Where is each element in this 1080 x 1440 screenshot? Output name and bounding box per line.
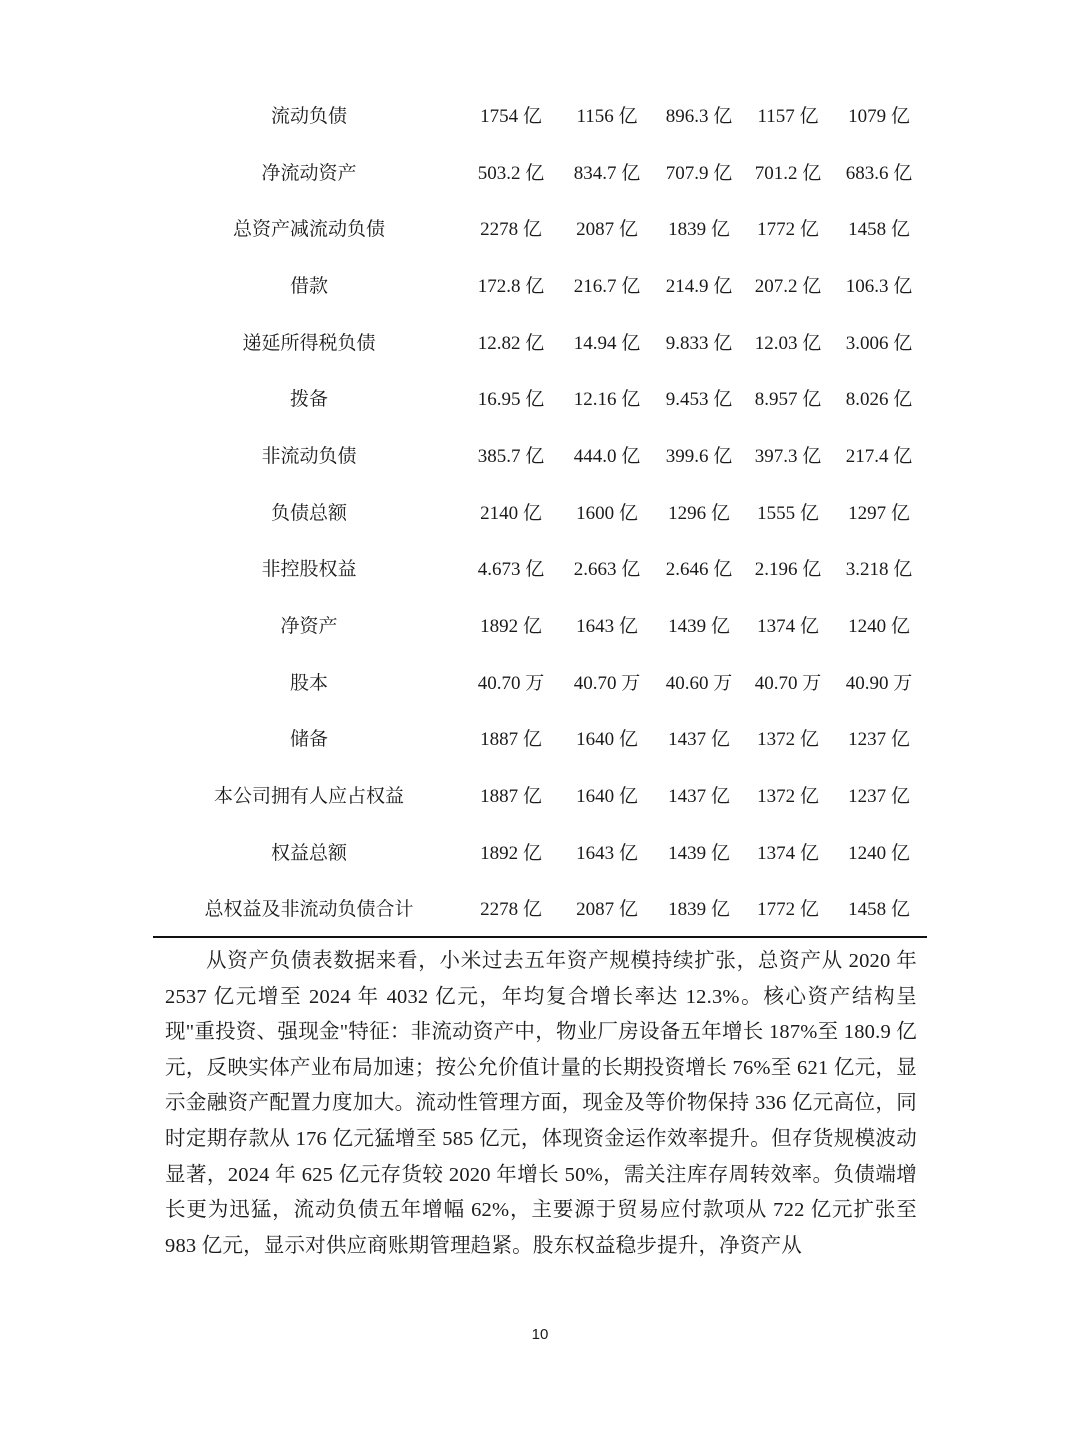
table-cell: 14.94 亿 (573, 332, 641, 354)
table-cell: 1156 亿 (576, 105, 638, 127)
table-cell: 1600 亿 (576, 502, 638, 524)
table-cell: 8.026 亿 (845, 389, 913, 411)
table-row (155, 880, 925, 937)
table-cell: 40.60 万 (665, 672, 733, 694)
table-cell: 1892 亿 (480, 842, 542, 864)
table-cell: 707.9 亿 (665, 162, 733, 184)
table-cell: 1437 亿 (668, 729, 730, 751)
table-cell: 1887 亿 (480, 786, 542, 808)
table-cell: 1157 亿 (757, 105, 819, 127)
row-label: 拨备 (289, 389, 328, 411)
table-row (155, 710, 925, 767)
table-cell: 1237 亿 (848, 729, 910, 751)
row-label: 递延所得税负债 (242, 332, 376, 354)
table-cell: 4.673 亿 (477, 559, 545, 581)
table-cell: 2087 亿 (576, 899, 638, 921)
table-cell: 8.957 亿 (754, 389, 822, 411)
table-cell: 1374 亿 (757, 616, 819, 638)
table-cell: 834.7 亿 (573, 162, 641, 184)
table-cell: 1439 亿 (668, 842, 730, 864)
table-cell: 12.03 亿 (754, 332, 822, 354)
table-row (155, 143, 925, 200)
row-label: 负债总额 (270, 502, 347, 524)
table-cell: 896.3 亿 (665, 105, 733, 127)
table-cell: 1237 亿 (848, 786, 910, 808)
table-cell: 40.90 万 (845, 672, 913, 694)
paragraph-text: 从资产负债表数据来看，小米过去五年资产规模持续扩张，总资产从 2020 年 2537 亿元增至 2024 年 4032 亿元，年均复合增长率达 12.3%。核心资产结构呈现"重投资、强现金"特征：非流动资产中，物业厂房设备五年增长 187%至 180.9 亿元，反映实体产业布局加速；按公允价值计量的长期投资增长 76%至 621 亿元，显示金融资产配置力度加大。流动性管理方面，现金及等价物保持 336 亿元高位，同时定期存款从 176 亿元猛增至 585 亿元，体现资金运作效率提升。但存货规模波动显著，2024 年 625 亿元存货较 2020 年增长 50%，需关注库存周转效率。负债端增长更为迅猛，流动负债五年增幅 62%，主要源于贸易应付款项从 722 亿元扩张至 983 亿元，显示对供应商账期管理趋紧。股东权益稳步提升，净资产从 (165, 950, 917, 1257)
table-cell: 16.95 亿 (477, 389, 545, 411)
table-cell: 1643 亿 (576, 616, 638, 638)
table-cell: 12.16 亿 (573, 389, 641, 411)
table-cell: 1772 亿 (757, 899, 819, 921)
table-cell: 12.82 亿 (477, 332, 545, 354)
table-cell: 217.4 亿 (845, 445, 913, 467)
table-cell: 214.9 亿 (665, 275, 733, 297)
table-cell: 2278 亿 (480, 899, 542, 921)
table-cell: 2.196 亿 (754, 559, 822, 581)
table-cell: 2.663 亿 (573, 559, 641, 581)
table-row (155, 483, 925, 540)
table-cell: 1887 亿 (480, 729, 542, 751)
table-row (155, 823, 925, 880)
table-cell: 1372 亿 (757, 729, 819, 751)
row-label: 本公司拥有人应占权益 (213, 786, 404, 808)
table-row (155, 86, 925, 143)
table-cell: 207.2 亿 (754, 275, 822, 297)
row-label: 总权益及非流动负债合计 (204, 899, 414, 921)
table-cell: 1297 亿 (848, 502, 910, 524)
row-label: 权益总额 (270, 842, 347, 864)
table-cell: 1555 亿 (757, 502, 819, 524)
table-cell: 444.0 亿 (573, 445, 641, 467)
table-cell: 3.218 亿 (845, 559, 913, 581)
table-cell: 397.3 亿 (754, 445, 822, 467)
table-row (155, 766, 925, 823)
table-cell: 1458 亿 (848, 899, 910, 921)
table-cell: 385.7 亿 (477, 445, 545, 467)
table-cell: 1643 亿 (576, 842, 638, 864)
table-cell: 9.453 亿 (665, 389, 733, 411)
balance-sheet-table (155, 86, 925, 936)
row-label: 净资产 (280, 616, 338, 638)
table-cell: 40.70 万 (754, 672, 822, 694)
table-row (155, 596, 925, 653)
table-cell: 1372 亿 (757, 786, 819, 808)
table-cell: 2.646 亿 (665, 559, 733, 581)
table-cell: 1839 亿 (668, 219, 730, 241)
table-cell: 683.6 亿 (845, 162, 913, 184)
table-row (155, 426, 925, 483)
row-label: 借款 (289, 275, 328, 297)
table-cell: 40.70 万 (477, 672, 545, 694)
table-cell: 1640 亿 (576, 729, 638, 751)
row-label: 非控股权益 (261, 559, 357, 581)
table-row (155, 313, 925, 370)
table-cell: 1772 亿 (757, 219, 819, 241)
table-cell: 2278 亿 (480, 219, 542, 241)
table-cell: 1754 亿 (480, 105, 542, 127)
table-cell: 1296 亿 (668, 502, 730, 524)
row-label: 总资产减流动负债 (232, 219, 385, 241)
table-cell: 1079 亿 (848, 105, 910, 127)
table-cell: 1640 亿 (576, 786, 638, 808)
table-row (155, 653, 925, 710)
row-label: 流动负债 (270, 105, 347, 127)
table-cell: 216.7 亿 (573, 275, 641, 297)
table-cell: 3.006 亿 (845, 332, 913, 354)
table-cell: 9.833 亿 (665, 332, 733, 354)
table-cell: 701.2 亿 (754, 162, 822, 184)
table-cell: 2087 亿 (576, 219, 638, 241)
page-number: 10 (531, 1326, 549, 1343)
table-row (155, 540, 925, 597)
table-cell: 1374 亿 (757, 842, 819, 864)
row-label: 股本 (289, 672, 328, 694)
table-cell: 2140 亿 (480, 502, 542, 524)
table-bottom-rule (153, 936, 927, 938)
table-cell: 1892 亿 (480, 616, 542, 638)
table-cell: 1437 亿 (668, 786, 730, 808)
table-cell: 1240 亿 (848, 616, 910, 638)
table-cell: 40.70 万 (573, 672, 641, 694)
table-cell: 1458 亿 (848, 219, 910, 241)
table-row (155, 256, 925, 313)
row-label: 净流动资产 (261, 162, 357, 184)
table-row (155, 369, 925, 426)
table-cell: 172.8 亿 (477, 275, 545, 297)
table-row (155, 199, 925, 256)
table-cell: 1240 亿 (848, 842, 910, 864)
table-cell: 399.6 亿 (665, 445, 733, 467)
table-cell: 106.3 亿 (845, 275, 913, 297)
analysis-paragraph (165, 944, 917, 1264)
table-cell: 503.2 亿 (477, 162, 545, 184)
table-cell: 1839 亿 (668, 899, 730, 921)
row-label: 储备 (289, 729, 328, 751)
table-cell: 1439 亿 (668, 616, 730, 638)
row-label: 非流动负债 (261, 445, 357, 467)
